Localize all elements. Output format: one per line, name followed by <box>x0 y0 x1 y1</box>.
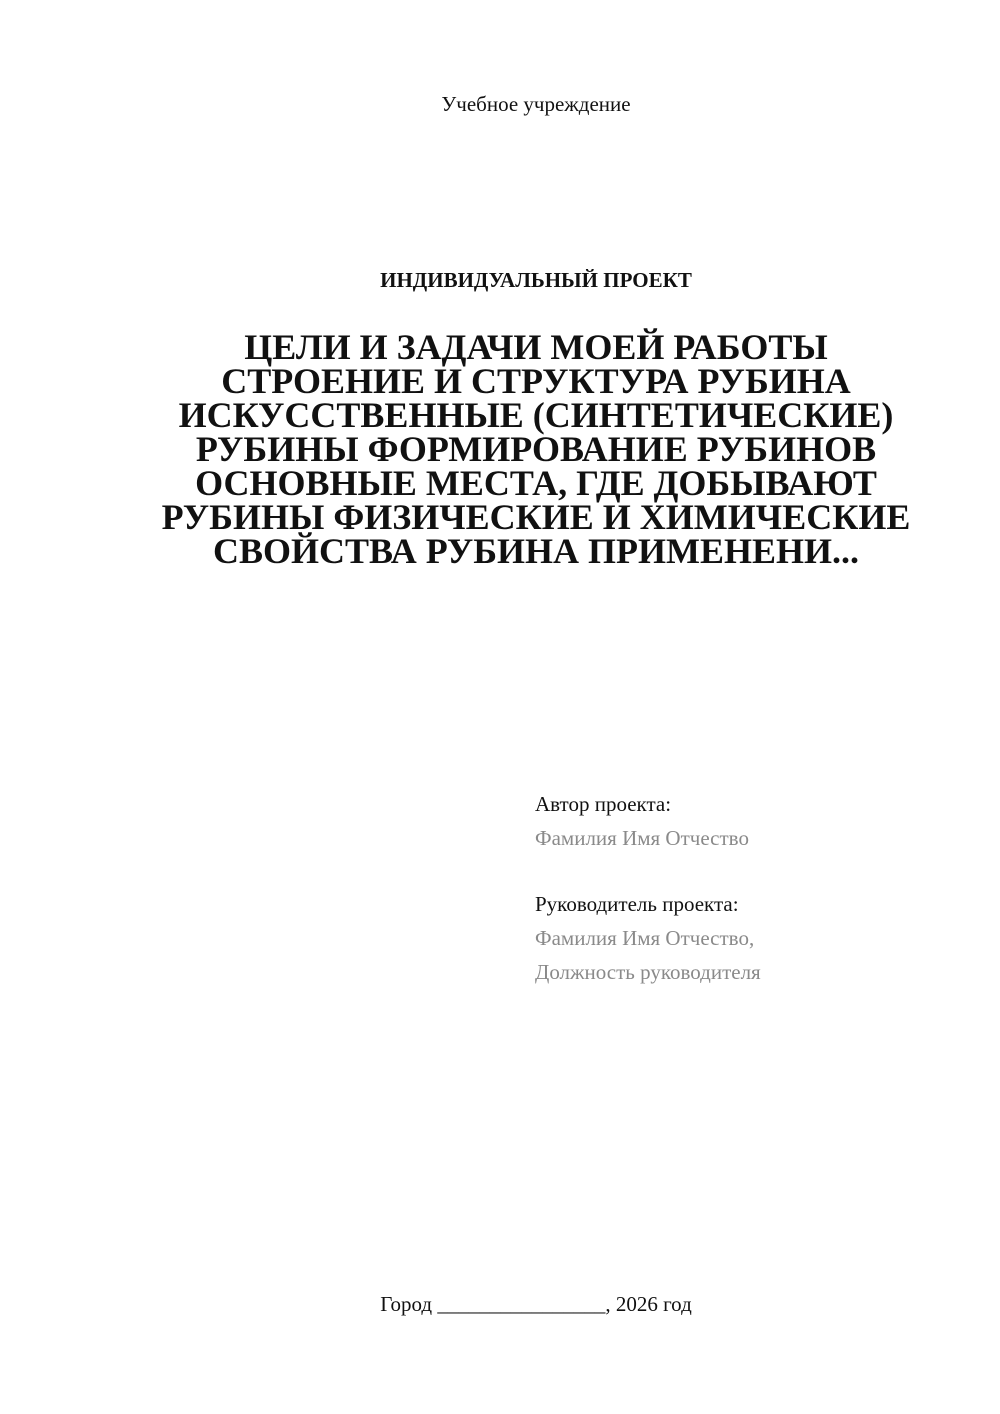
project-title: ЦЕЛИ И ЗАДАЧИ МОЕЙ РАБОТЫ СТРОЕНИЕ И СТРУКТУРА РУБИНА ИСКУССТВЕННЫЕ (СИНТЕТИЧЕСКИЕ) РУБИНЫ ФОРМИРОВАНИЕ РУБИНОВ ОСНОВНЫЕ МЕСТА, ГДЕ ДОБЫВАЮТ РУБИНЫ ФИЗИЧЕСКИЕ И ХИМИЧЕСКИЕ СВОЙСТВА РУБИНА ПРИМЕНЕНИ... <box>161 327 911 571</box>
supervisor-position: Должность руководителя <box>535 960 761 984</box>
document-type: ИНДИВИДУАЛЬНЫЙ ПРОЕКТ <box>380 268 692 292</box>
institution-name: Учебное учреждение <box>441 92 631 116</box>
city-year-line: Город ________________, 2026 год <box>380 1292 692 1316</box>
author-name: Фамилия Имя Отчество <box>535 826 749 850</box>
block-spacer <box>535 858 975 890</box>
supervisor-label: Руководитель проекта: <box>535 892 739 916</box>
supervisor-name: Фамилия Имя Отчество, <box>535 926 755 950</box>
author-label: Автор проекта: <box>535 792 672 816</box>
author-block <box>535 790 975 992</box>
